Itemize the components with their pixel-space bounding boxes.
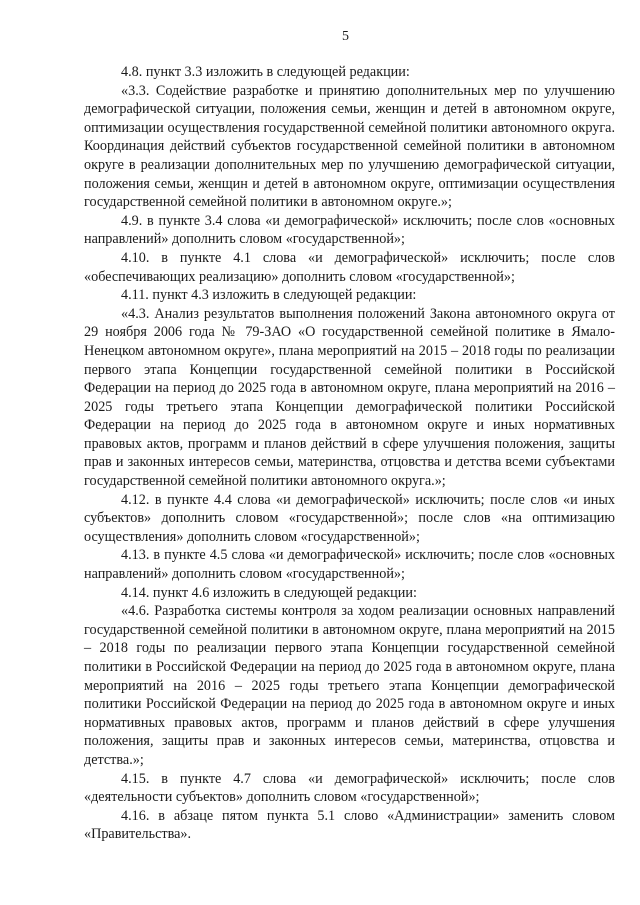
paragraph-3-3-text: «3.3. Содействие разработке и принятию дополнительных мер по улучшению демографической ситуации, положения семьи, женщин и детей в автономном округе, оптимизации осуществления государственной семейной политики автономного округа. Координация действий субъектов государственной семейной политики в автономном округе в реализации дополнительных мер по улучшению демографической ситуации, положения семьи, женщин и детей в автономном округе, оптимизации осуществления государственной семейной политики в автономном округе.»; — [84, 82, 615, 211]
paragraph-4-6-text: «4.6. Разработка системы контроля за ходом реализации основных направлений государственной семейной политики в автономном округе, плана мероприятий на 2015 – 2018 годы по реализации первого этапа Концепции государственной семейной политики в Российской Федерации на период до 2025 года в автономном округе, плана мероприятий на 2016 – 2025 годы третьего этапа Концепции демографической политики Российской Федерации на период до 2025 года в автономном округе и иных нормативных правовых актов, программ и планов действий в сфере улучшения положения, защиты прав и законных интересов семьи, материнства, отцовства и детства.»; — [84, 603, 615, 768]
page-number: 5 — [342, 29, 349, 44]
paragraph-4-16: 4.16. в абзаце пятом пункта 5.1 слово «Администрации» заменить словом «Правительства». — [84, 807, 615, 843]
paragraph-4-14: 4.14. пункт 4.6 изложить в следующей редакции: — [121, 584, 417, 601]
paragraph-4-3-text: «4.3. Анализ результатов выполнения положений Закона автономного округа от 29 ноября 2006 года № 79-ЗАО «О государственной семейной политике в Ямало-Ненецком автономном округе», плана мероприятий на 2015 – 2018 годы по реализации первого этапа Концепции государственной семейной политики в Российской Федерации на период до 2025 года в автономном округе, плана мероприятий на 2016 – 2025 годы третьего этапа Концепции демографической политики Российской Федерации на период до 2025 года в автономном округе и иных нормативных правовых актов, программ и планов действий в сфере улучшения положения, защиты прав и законных интересов семьи, материнства, отцовства и детства всеми субъектами государственной семейной политики автономного округа.»; — [84, 305, 615, 490]
paragraph-4-15: 4.15. в пункте 4.7 слова «и демографической» исключить; после слов «деятельности субъектов» дополнить словом «государственной»; — [84, 770, 615, 806]
document-page — [84, 28, 615, 844]
paragraph-4-8: 4.8. пункт 3.3 изложить в следующей редакции: — [121, 64, 410, 80]
paragraph-4-9: 4.9. в пункте 3.4 слова «и демографической» исключить; после слов «основных направлений» дополнить словом «государственной»; — [84, 212, 615, 248]
paragraph-4-13: 4.13. в пункте 4.5 слова «и демографической» исключить; после слов «основных направлений» дополнить словом «государственной»; — [84, 547, 615, 583]
paragraph-4-12: 4.12. в пункте 4.4 слова «и демографической» исключить; после слов «и иных субъектов» дополнить словом «государственной»; после слов «на оптимизацию осуществления» дополнить словом «государственной»; — [84, 491, 615, 545]
paragraph-4-11: 4.11. пункт 4.3 изложить в следующей редакции: — [121, 287, 417, 304]
paragraph-4-10: 4.10. в пункте 4.1 слова «и демографической» исключить; после слов «обеспечивающих реализацию» дополнить словом «государственной»; — [84, 249, 615, 285]
